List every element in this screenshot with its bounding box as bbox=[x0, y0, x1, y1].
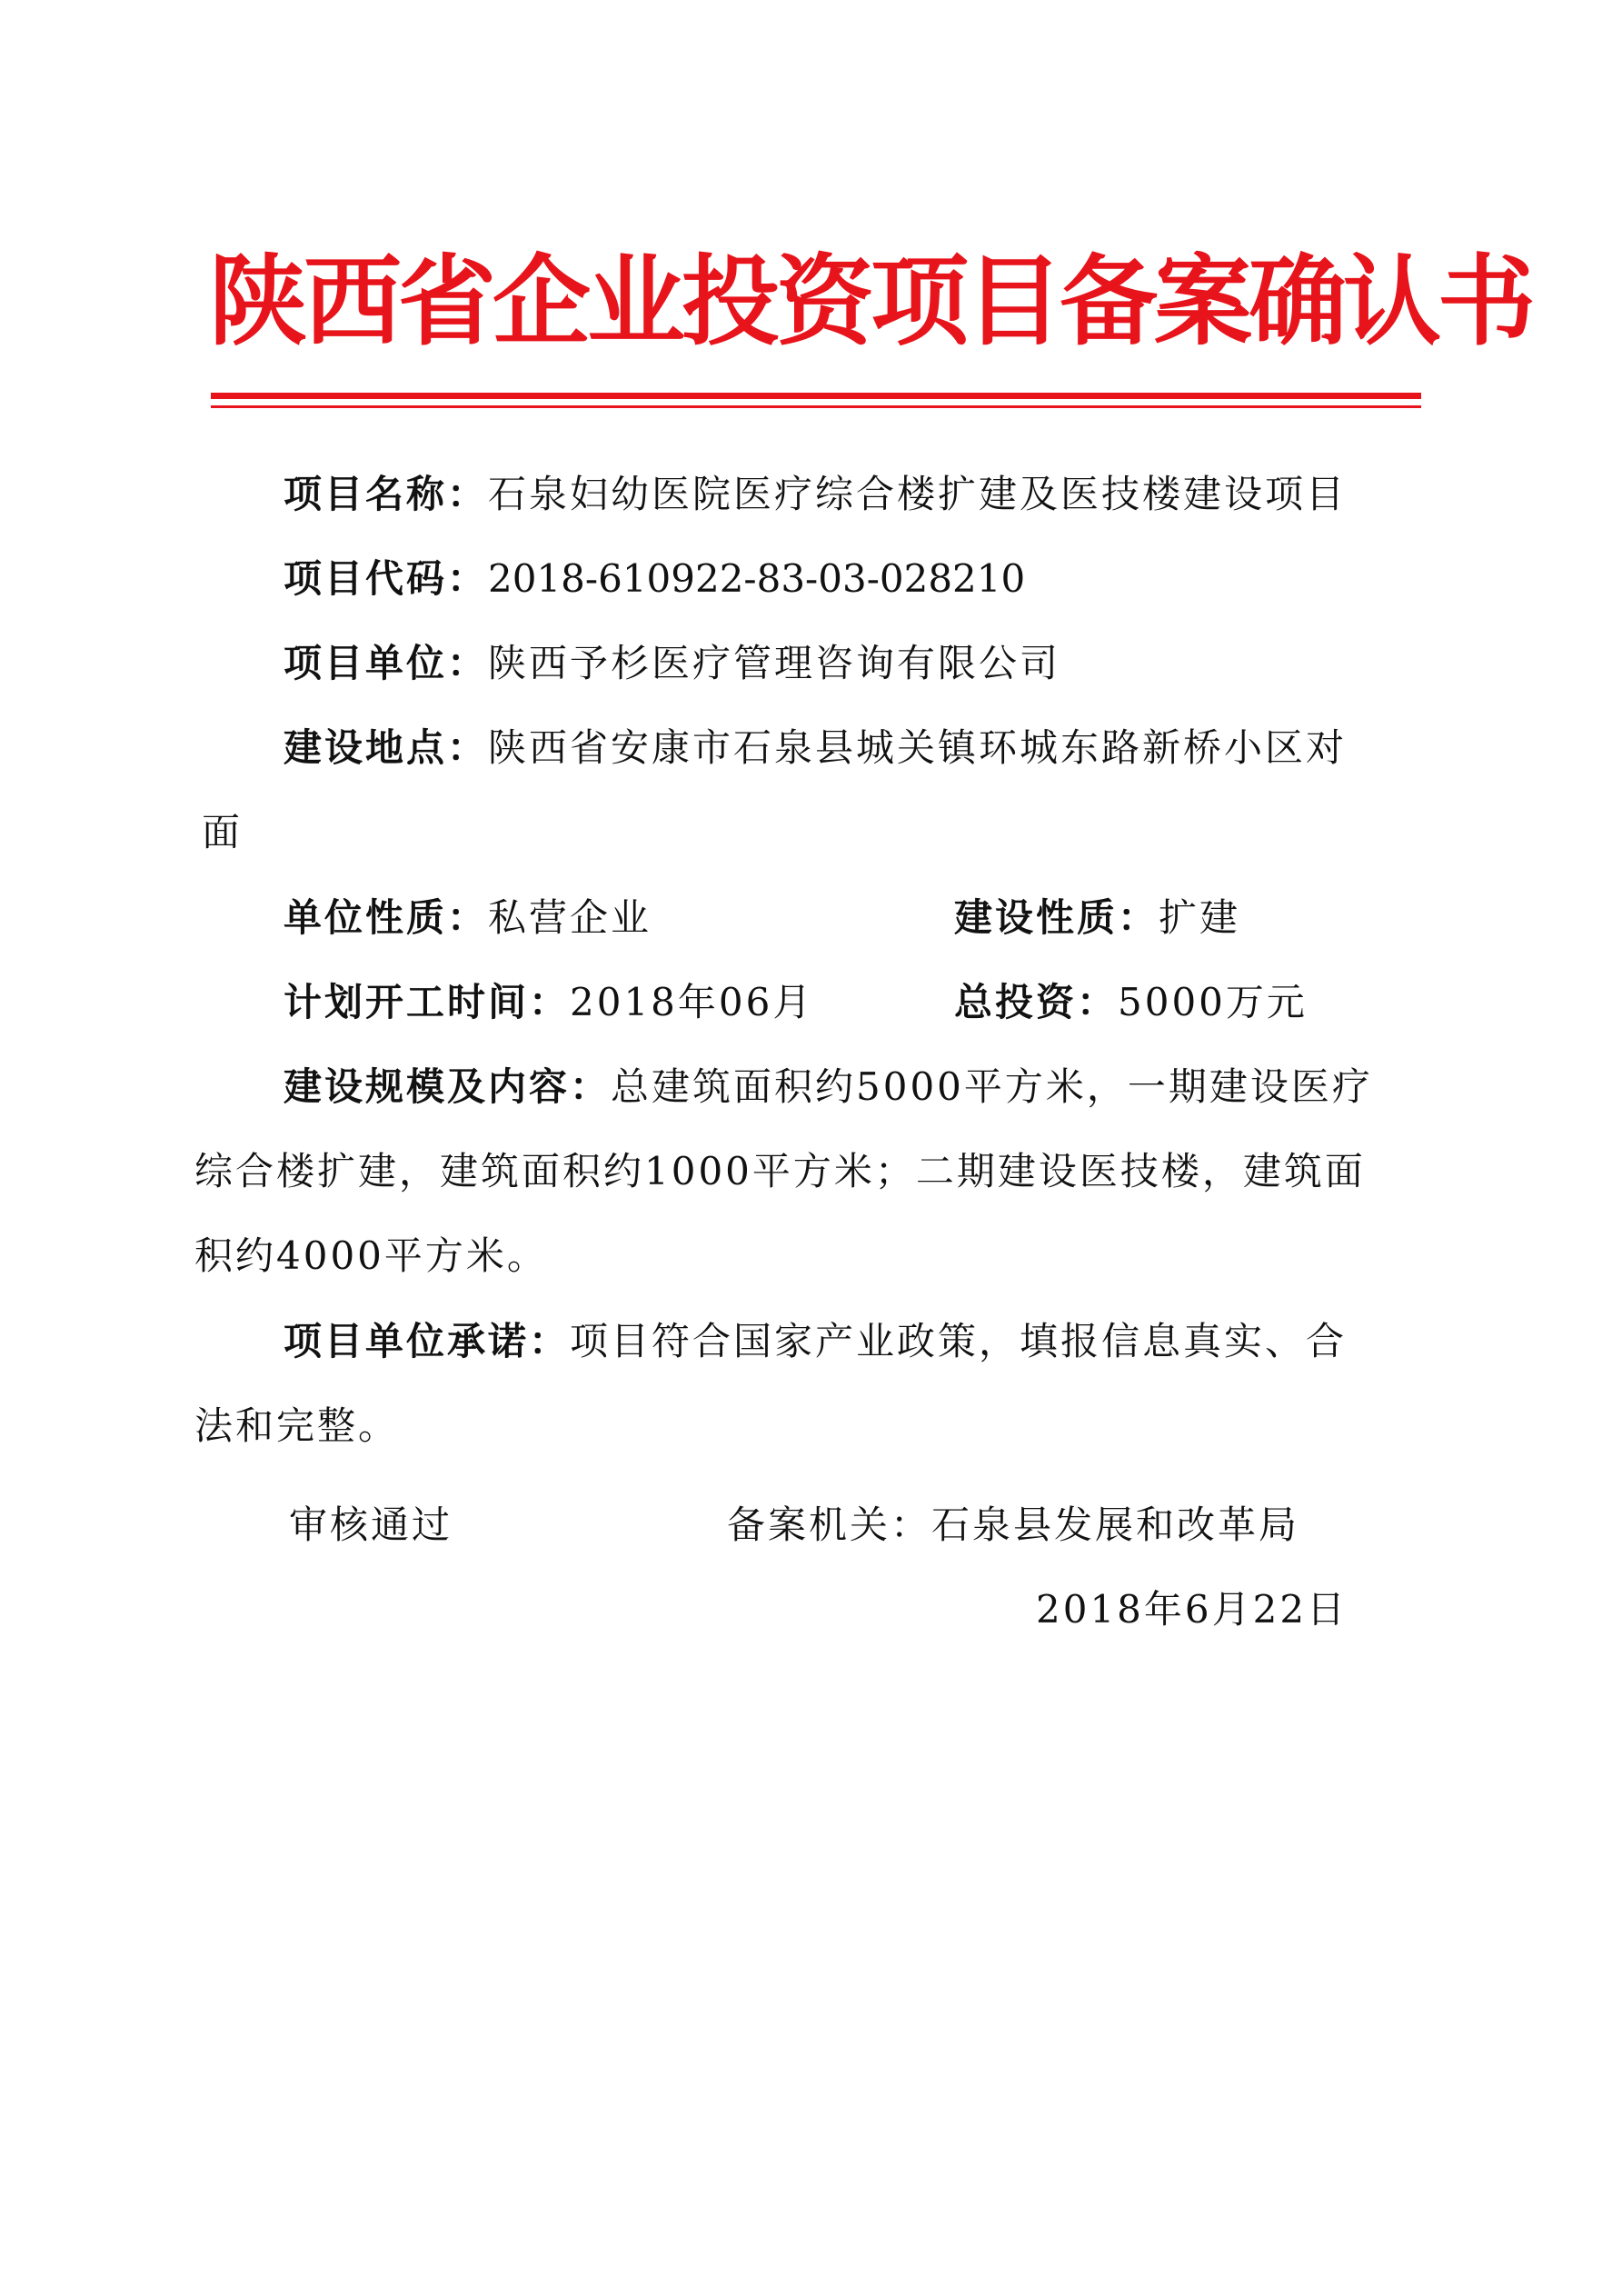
filing-authority bbox=[727, 1498, 1299, 1552]
scale-content-label: 建设规模及内容： bbox=[284, 1064, 612, 1109]
scale-content-value-line2: 综合楼扩建，建筑面积约1000平方米；二期建设医技楼，建筑面 bbox=[194, 1149, 1366, 1193]
filing-date-text: 2018年6月22日 bbox=[1036, 1587, 1348, 1632]
field-scale-content-cont1 bbox=[194, 1144, 1366, 1199]
field-planned-start bbox=[284, 975, 813, 1030]
project-unit-label: 项目单位： bbox=[284, 641, 489, 685]
field-construction-nature bbox=[954, 891, 1240, 945]
title-divider-thick bbox=[211, 393, 1421, 399]
total-investment-label: 总投资： bbox=[954, 980, 1119, 1024]
project-code-value: 2018-610922-83-03-028210 bbox=[488, 556, 1026, 601]
filing-authority-text: 备案机关：石泉县发展和改革局 bbox=[727, 1502, 1300, 1547]
field-project-code bbox=[284, 552, 1025, 606]
planned-start-value: 2018年06月 bbox=[570, 980, 814, 1024]
location-label: 建设地点： bbox=[284, 725, 489, 770]
project-code-label: 项目代码： bbox=[284, 556, 489, 601]
location-value-line1: 陕西省安康市石泉县城关镇环城东路新桥小区对 bbox=[488, 725, 1348, 770]
field-project-unit bbox=[284, 636, 1060, 691]
document-title: 陕西省企业投资项目备案确认书 bbox=[209, 245, 1533, 359]
commitment-label: 项目单位承诺： bbox=[284, 1319, 571, 1363]
planned-start-label: 计划开工时间： bbox=[284, 980, 571, 1024]
project-unit-value: 陕西予杉医疗管理咨询有限公司 bbox=[488, 641, 1061, 685]
field-scale-content bbox=[284, 1060, 1373, 1114]
unit-nature-value: 私营企业 bbox=[488, 895, 652, 940]
field-commitment-cont bbox=[194, 1399, 399, 1453]
field-scale-content-cont2 bbox=[194, 1229, 548, 1283]
scale-content-value-line3: 积约4000平方米。 bbox=[194, 1233, 548, 1278]
commitment-value-line2: 法和完整。 bbox=[194, 1403, 400, 1448]
scale-content-value-line1: 总建筑面积约5000平方米，一期建设医疗 bbox=[611, 1064, 1373, 1109]
total-investment-value: 5000万元 bbox=[1118, 980, 1308, 1024]
project-name-label: 项目名称： bbox=[284, 472, 489, 516]
filing-date bbox=[1036, 1582, 1348, 1637]
commitment-value-line1: 项目符合国家产业政策，填报信息真实、合 bbox=[570, 1319, 1348, 1363]
construction-nature-value: 扩建 bbox=[1159, 895, 1241, 940]
project-name-value: 石泉妇幼医院医疗综合楼扩建及医技楼建设项目 bbox=[488, 472, 1348, 516]
field-total-investment bbox=[954, 975, 1308, 1030]
construction-nature-label: 建设性质： bbox=[954, 895, 1159, 940]
field-location-cont bbox=[202, 805, 243, 860]
unit-nature-label: 单位性质： bbox=[284, 895, 489, 940]
title-divider-thin bbox=[211, 405, 1421, 408]
approval-status-text: 审核通过 bbox=[289, 1502, 453, 1547]
field-project-name bbox=[284, 467, 1347, 522]
field-commitment bbox=[284, 1314, 1347, 1369]
approval-status bbox=[289, 1498, 453, 1552]
location-value-line2: 面 bbox=[202, 810, 244, 854]
field-location bbox=[284, 721, 1347, 775]
field-unit-nature bbox=[284, 891, 652, 945]
